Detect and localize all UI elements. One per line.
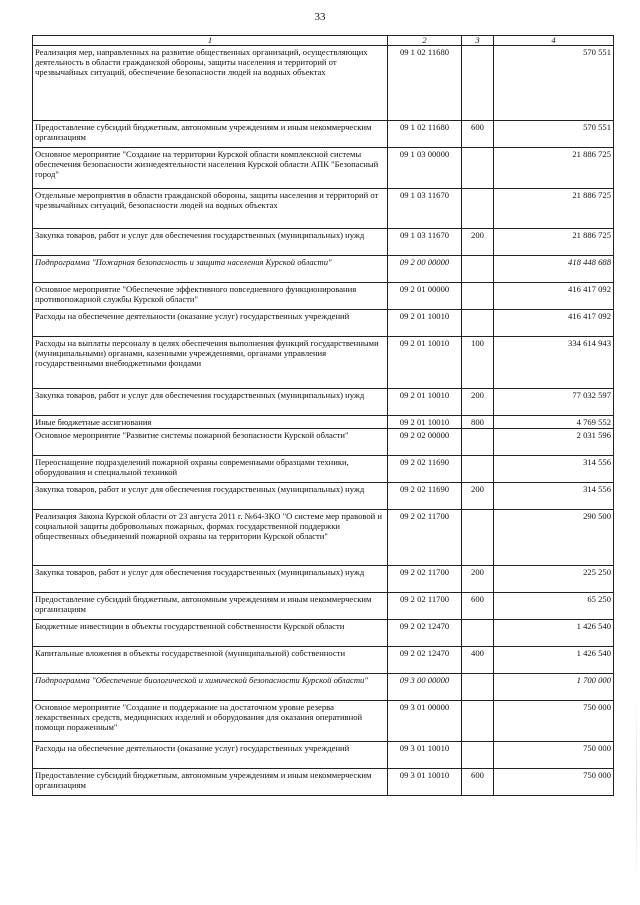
row-expense-type: 200 — [462, 483, 494, 510]
row-amount: 416 417 092 — [494, 283, 614, 310]
scan-edge-mark — [636, 700, 637, 880]
row-amount: 314 556 — [494, 483, 614, 510]
row-name: Основное мероприятие "Развитие системы пожарной безопасности Курской области" — [33, 429, 388, 456]
row-expense-type — [462, 510, 494, 566]
table-row — [33, 593, 614, 620]
row-amount: 4 769 552 — [494, 416, 614, 429]
row-amount: 416 417 092 — [494, 310, 614, 337]
row-name: Расходы на обеспечение деятельности (оказание услуг) государственных учреждений — [33, 310, 388, 337]
header-col-3: 3 — [462, 36, 494, 46]
table-row — [33, 46, 614, 121]
table-row — [33, 121, 614, 148]
row-amount: 750 000 — [494, 701, 614, 742]
row-code: 09 2 01 10010 — [388, 337, 462, 389]
row-amount: 750 000 — [494, 742, 614, 769]
budget-table — [32, 35, 614, 796]
table-row — [33, 189, 614, 229]
row-expense-type — [462, 189, 494, 229]
header-col-4: 4 — [494, 36, 614, 46]
row-code: 09 2 02 12470 — [388, 620, 462, 647]
row-code: 09 3 01 10010 — [388, 769, 462, 796]
row-name: Иные бюджетные ассигнования — [33, 416, 388, 429]
row-name: Подпрограмма "Обеспечение биологической и химической безопасности Курской области" — [33, 674, 388, 701]
row-expense-type — [462, 310, 494, 337]
table-row — [33, 742, 614, 769]
table-row — [33, 416, 614, 429]
row-code: 09 1 03 00000 — [388, 148, 462, 189]
row-code: 09 1 03 11670 — [388, 229, 462, 256]
row-name: Бюджетные инвестиции в объекты государственной собственности Курской области — [33, 620, 388, 647]
row-name: Капитальные вложения в объекты государственной (муниципальной) собственности — [33, 647, 388, 674]
row-amount: 418 448 688 — [494, 256, 614, 283]
row-name: Закупка товаров, работ и услуг для обеспечения государственных (муниципальных) нужд — [33, 483, 388, 510]
table-row — [33, 620, 614, 647]
row-expense-type — [462, 456, 494, 483]
row-name: Предоставление субсидий бюджетным, автономным учреждениям и иным некоммерческим организациям — [33, 121, 388, 148]
row-code: 09 2 02 11690 — [388, 483, 462, 510]
row-expense-type — [462, 46, 494, 121]
table-row — [33, 229, 614, 256]
row-name: Закупка товаров, работ и услуг для обеспечения государственных (муниципальных) нужд — [33, 566, 388, 593]
row-code: 09 2 01 10010 — [388, 310, 462, 337]
table-row — [33, 456, 614, 483]
table-row — [33, 148, 614, 189]
row-expense-type: 100 — [462, 337, 494, 389]
row-name: Закупка товаров, работ и услуг для обеспечения государственных (муниципальных) нужд — [33, 229, 388, 256]
row-expense-type — [462, 148, 494, 189]
row-code: 09 2 02 11700 — [388, 566, 462, 593]
row-code: 09 2 01 00000 — [388, 283, 462, 310]
row-name: Расходы на выплаты персоналу в целях обеспечения выполнения функций государственными (муниципальными) органами, казенными учреждениями, органами управления государственными внебюджетными фондами — [33, 337, 388, 389]
row-amount: 570 551 — [494, 121, 614, 148]
row-name: Основное мероприятие "Обеспечение эффективного повседневного функционирования противопожарной службы Курской области" — [33, 283, 388, 310]
row-name: Предоставление субсидий бюджетным, автономным учреждениям и иным некоммерческим организациям — [33, 769, 388, 796]
table-row — [33, 647, 614, 674]
table-row — [33, 510, 614, 566]
table-row — [33, 674, 614, 701]
header-col-1: 1 — [33, 36, 388, 46]
row-name: Реализация мер, направленных на развитие общественных организаций, осуществляющих деятельность в области гражданской обороны, защиты населения и территорий от чрезвычайных ситуаций, обеспечение безопасности людей на водных объектах — [33, 46, 388, 121]
table-row — [33, 283, 614, 310]
row-expense-type: 400 — [462, 647, 494, 674]
row-name: Отдельные мероприятия в области гражданской обороны, защиты населения и территорий от чрезвычайных ситуаций, безопасности людей на водных объектах — [33, 189, 388, 229]
row-code: 09 1 02 11680 — [388, 46, 462, 121]
table-row — [33, 769, 614, 796]
table-row — [33, 256, 614, 283]
row-amount: 77 032 597 — [494, 389, 614, 416]
row-amount: 65 250 — [494, 593, 614, 620]
row-expense-type — [462, 256, 494, 283]
row-name: Расходы на обеспечение деятельности (оказание услуг) государственных учреждений — [33, 742, 388, 769]
table-row — [33, 566, 614, 593]
row-amount: 334 614 943 — [494, 337, 614, 389]
header-col-2: 2 — [388, 36, 462, 46]
row-code: 09 2 00 00000 — [388, 256, 462, 283]
row-expense-type: 200 — [462, 389, 494, 416]
row-expense-type: 600 — [462, 593, 494, 620]
row-expense-type — [462, 742, 494, 769]
row-expense-type: 200 — [462, 229, 494, 256]
row-amount: 1 426 540 — [494, 647, 614, 674]
row-code: 09 1 03 11670 — [388, 189, 462, 229]
row-expense-type: 600 — [462, 121, 494, 148]
page-number: 33 — [314, 11, 326, 23]
row-expense-type — [462, 283, 494, 310]
row-amount: 750 000 — [494, 769, 614, 796]
row-amount: 225 250 — [494, 566, 614, 593]
row-name: Закупка товаров, работ и услуг для обеспечения государственных (муниципальных) нужд — [33, 389, 388, 416]
table-row — [33, 310, 614, 337]
row-name: Основное мероприятие "Создание на территории Курской области комплексной системы обеспечения безопасности жизнедеятельности населения Курской области АПК "Безопасный город" — [33, 148, 388, 189]
row-name: Переоснащение подразделений пожарной охраны современными образцами техники, оборудования и специальной техникой — [33, 456, 388, 483]
row-expense-type — [462, 674, 494, 701]
row-amount: 21 886 725 — [494, 148, 614, 189]
row-code: 09 3 00 00000 — [388, 674, 462, 701]
table-row — [33, 337, 614, 389]
row-code: 09 2 01 10010 — [388, 416, 462, 429]
table-header-row — [33, 36, 614, 46]
table-row — [33, 701, 614, 742]
table-row — [33, 389, 614, 416]
row-amount: 290 500 — [494, 510, 614, 566]
row-amount: 570 551 — [494, 46, 614, 121]
row-code: 09 2 01 10010 — [388, 389, 462, 416]
row-expense-type: 200 — [462, 566, 494, 593]
row-amount: 21 886 725 — [494, 229, 614, 256]
row-name: Реализация Закона Курской области от 23 августа 2011 г. №64-ЗКО "О системе мер правовой и социальной защиты добровольных пожарных, формах государственной поддержки общественных объединений пожарной охраны на территории Курской области" — [33, 510, 388, 566]
row-amount: 21 886 725 — [494, 189, 614, 229]
row-amount: 2 031 596 — [494, 429, 614, 456]
row-code: 09 1 02 11680 — [388, 121, 462, 148]
row-name: Подпрограмма "Пожарная безопасность и защита населения Курской области" — [33, 256, 388, 283]
table-row — [33, 483, 614, 510]
row-amount: 1 426 540 — [494, 620, 614, 647]
row-name: Основное мероприятие "Создание и поддержание на достаточном уровне резерва лекарственных средств, медицинских изделий и оборудования для оказания оперативной помощи пораженным" — [33, 701, 388, 742]
row-code: 09 3 01 10010 — [388, 742, 462, 769]
row-code: 09 2 02 00000 — [388, 429, 462, 456]
row-code: 09 2 02 11690 — [388, 456, 462, 483]
row-code: 09 3 01 00000 — [388, 701, 462, 742]
row-expense-type — [462, 429, 494, 456]
row-name: Предоставление субсидий бюджетным, автономным учреждениям и иным некоммерческим организациям — [33, 593, 388, 620]
row-amount: 314 556 — [494, 456, 614, 483]
row-code: 09 2 02 11700 — [388, 510, 462, 566]
row-expense-type: 600 — [462, 769, 494, 796]
row-amount: 1 700 000 — [494, 674, 614, 701]
row-expense-type — [462, 701, 494, 742]
table-row — [33, 429, 614, 456]
row-expense-type — [462, 620, 494, 647]
row-expense-type: 800 — [462, 416, 494, 429]
row-code: 09 2 02 11700 — [388, 593, 462, 620]
row-code: 09 2 02 12470 — [388, 647, 462, 674]
